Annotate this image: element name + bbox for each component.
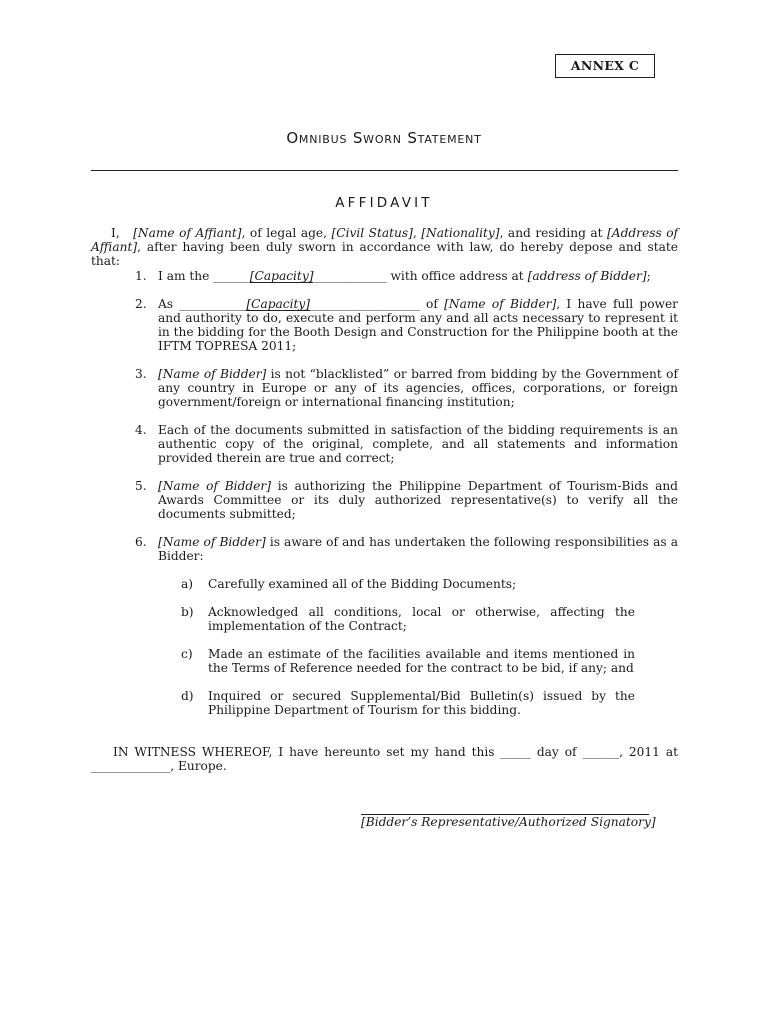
item-text: Acknowledged all conditions, local or otherwise, affecting the implementation of the Contract; [208, 605, 635, 633]
statement-item-4 [135, 423, 678, 465]
bidder-name-placeholder: [Name of Bidder] [444, 297, 557, 311]
item-number: 2. [135, 297, 147, 311]
intro-text: , [412, 226, 417, 240]
bidder-name-placeholder: [Name of Bidder] [158, 367, 267, 381]
item-text: with office address at [390, 269, 524, 283]
month-blank: ______ [582, 745, 620, 759]
capacity-placeholder: [Capacity] [249, 269, 314, 283]
item-text: of [426, 297, 438, 311]
blank-line: ___________ [179, 297, 247, 311]
nationality-placeholder: [Nationality] [421, 226, 500, 240]
civil-status-placeholder: [Civil Status] [331, 226, 413, 240]
item-text: is authorizing the Philippine Department of Tourism-Bids and Awards Committee or its duly authorized representative(s) to verify all the documents submitted; [158, 479, 678, 521]
statement-item-1 [135, 269, 678, 283]
affiant-name-placeholder: [Name of Affiant] [133, 226, 242, 240]
place-blank: _____________ [91, 759, 171, 773]
intro-text: , and residing at [499, 226, 603, 240]
statement-item-6 [135, 535, 678, 563]
signatory-label: [Bidder’s Representative/Authorized Signatory] [361, 815, 656, 829]
item-number: 3. [135, 367, 147, 381]
witness-text: , 2011 at [619, 745, 678, 759]
responsibility-item-b [181, 605, 635, 633]
blank-line: __________________ [310, 297, 420, 311]
item-text: Made an estimate of the facilities available and items mentioned in the Terms of Reference needed for the contract to be bid, if any; and [208, 647, 635, 675]
item-text: As [158, 297, 174, 311]
statement-item-3 [135, 367, 678, 409]
item-letter: b) [181, 605, 194, 619]
document-title: Omnibus Sworn Statement [286, 129, 482, 147]
annex-label: ANNEX C [555, 54, 655, 78]
item-letter: d) [181, 689, 194, 703]
bidder-address-placeholder: [address of Bidder] [527, 269, 647, 283]
item-number: 6. [135, 535, 147, 549]
item-letter: c) [181, 647, 193, 661]
item-text: is not “blacklisted” or barred from bidding by the Government of any country in Europe or any of its agencies, offices, corporations, or foreign government/foreign or international financing institution; [158, 367, 678, 409]
item-text: Inquired or secured Supplemental/Bid Bulletin(s) issued by the Philippine Department of Tourism for this bidding. [208, 689, 635, 717]
witness-text: IN WITNESS WHEREOF, I have hereunto set my hand this [113, 745, 495, 759]
day-blank: _____ [500, 745, 531, 759]
witness-text: day of [536, 745, 577, 759]
intro-text: , of legal age, [241, 226, 327, 240]
responsibility-item-c [181, 647, 635, 675]
item-text: is aware of and has undertaken the following responsibilities as a Bidder: [158, 535, 678, 563]
title-divider [91, 170, 678, 171]
item-text: I am the [158, 269, 210, 283]
item-number: 1. [135, 269, 147, 283]
item-text: Carefully examined all of the Bidding Documents; [208, 577, 517, 591]
bidder-name-placeholder: [Name of Bidder] [158, 535, 266, 549]
item-number: 5. [135, 479, 147, 493]
intro-text: I, [111, 226, 120, 240]
capacity-placeholder: [Capacity] [246, 297, 311, 311]
responsibility-item-d [181, 689, 635, 717]
item-letter: a) [181, 577, 194, 591]
intro-paragraph [91, 226, 678, 268]
item-text: ; [646, 269, 651, 283]
intro-text: , after having been duly sworn in accordance with law, do hereby depose and state that: [91, 240, 678, 268]
affidavit-heading: AFFIDAVIT [335, 195, 433, 211]
bidder-name-placeholder: [Name of Bidder] [158, 479, 271, 493]
responsibility-item-a [181, 577, 635, 591]
blank-line: ____________ [313, 269, 387, 283]
item-number: 4. [135, 423, 147, 437]
item-text: Each of the documents submitted in satisfaction of the bidding requirements is an authentic copy of the original, complete, and all statements and information provided therein are true and correct; [158, 423, 678, 465]
witness-text: , Europe. [170, 759, 227, 773]
witness-paragraph [91, 745, 678, 773]
item-text: , I have full power and authority to do, execute and perform any and all acts necessary to represent it in the bidding for the Booth Design and Construction for the Philippine booth at the IFTM TOPRESA 2011; [158, 297, 679, 353]
statement-item-5 [135, 479, 678, 521]
affiant-address-placeholder: [Address of Affiant] [91, 226, 679, 254]
statement-item-2 [135, 297, 679, 353]
blank-line: ______ [213, 269, 250, 283]
